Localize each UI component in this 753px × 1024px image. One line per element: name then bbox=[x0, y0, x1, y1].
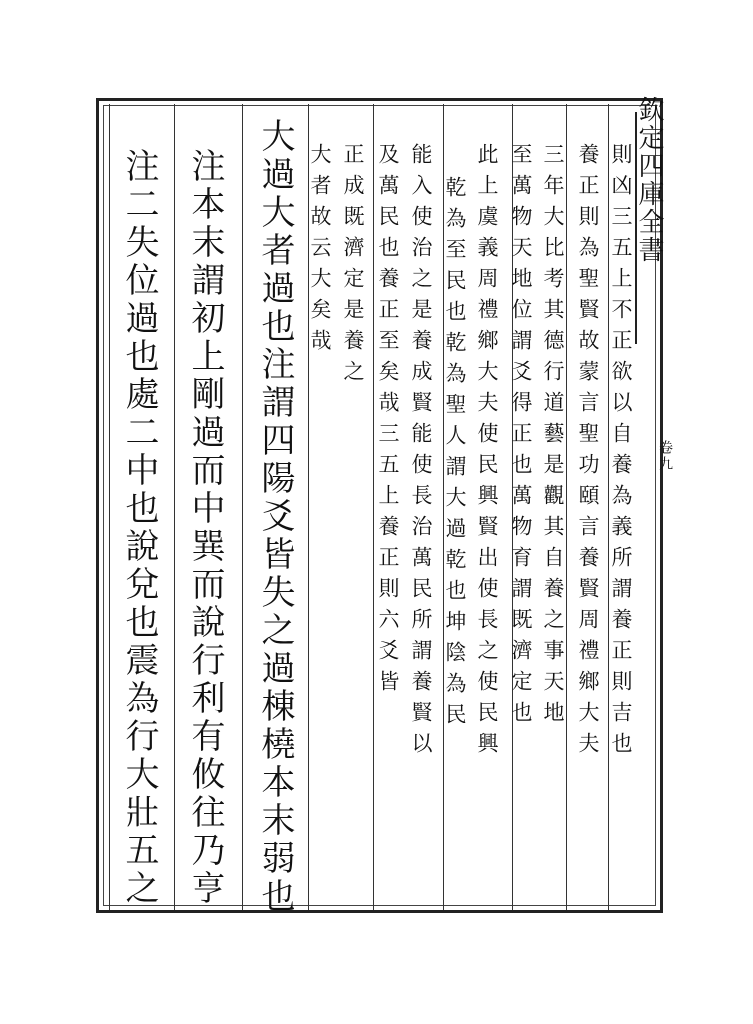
text-column: 養正則為聖賢故蒙言聖功頤言養賢周禮鄉大夫 bbox=[576, 143, 600, 763]
column-rule bbox=[566, 104, 567, 910]
text-column: 此上虞義周禮鄉大夫使民興賢出使長之使民興 bbox=[475, 143, 499, 763]
volume-label: 卷九 bbox=[657, 440, 673, 472]
text-column: 正成既濟定是養之 bbox=[341, 143, 365, 391]
column-rule bbox=[174, 104, 175, 910]
text-column: 大過大者過也注謂四陽爻皆失之過棟橈本末弱也 bbox=[255, 118, 295, 916]
text-column: 則凶三五上不正欲以自養為義所謂養正則吉也 bbox=[609, 143, 633, 763]
text-column: 乾為至民也乾為聖人謂大過乾也坤陰為民 bbox=[443, 176, 467, 734]
text-column: 至萬物天地位謂爻得正也萬物育謂既濟定也 bbox=[509, 143, 533, 732]
book-title: 欽定四庫全書 bbox=[634, 96, 664, 264]
text-column: 注二失位過也處二中也說兌也震為行大壯五之 bbox=[119, 148, 159, 908]
column-rule bbox=[242, 104, 243, 910]
text-column: 大者故云大矣哉 bbox=[308, 143, 332, 360]
column-rule bbox=[109, 104, 110, 910]
text-column: 能入使治之是養成賢能使長治萬民所謂養賢以 bbox=[409, 143, 433, 763]
text-column: 及萬民也養正至矣哉三五上養正則六爻皆 bbox=[376, 143, 400, 701]
text-column: 注本末謂初上剛過而中巽而說行利有攸往乃亨 bbox=[185, 148, 225, 908]
text-column: 三年大比考其德行道藝是觀其自養之事天地 bbox=[541, 143, 565, 732]
column-rule bbox=[373, 104, 374, 910]
